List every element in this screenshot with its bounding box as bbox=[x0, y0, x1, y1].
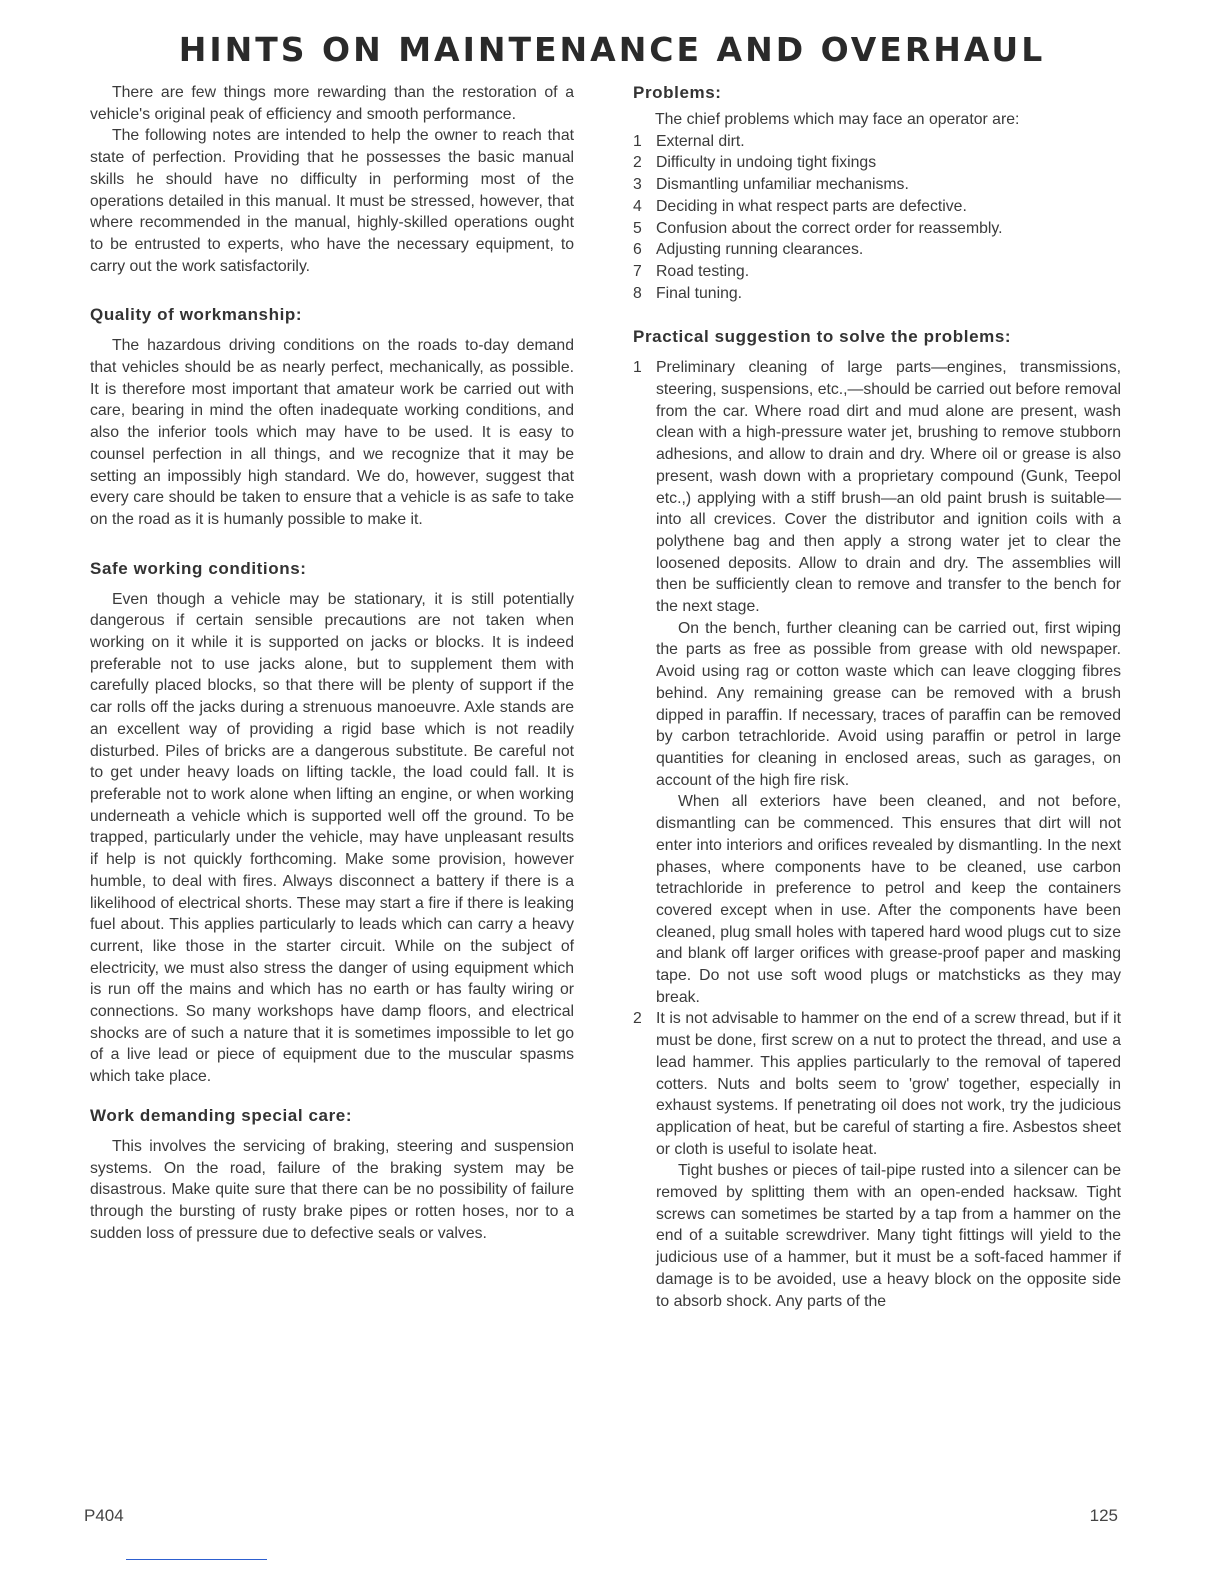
right-column bbox=[633, 82, 1121, 1312]
practical-1-paragraph-3: When all exteriors have been cleaned, and not before, dismantling can be commenced. This ensures that dirt will not enter into interiors and orifices revealed by dismantling. In the next phases, where components have to be cleaned, use carbon tetrachloride in preference to petrol and keep the containers covered except when in use. After the components have been cleaned, plug small holes with tapered hard wood plugs cut to size and blank off larger orifices with grease-proof paper and masking tape. Do not use soft wood plugs or matchsticks as they may break. bbox=[656, 793, 1121, 1006]
section-heading-problems: Problems: bbox=[633, 83, 722, 102]
list-item: 6 Adjusting running clearances. bbox=[633, 241, 864, 259]
list-item: 4 Deciding in what respect parts are defective. bbox=[633, 197, 967, 215]
problems-intro: The chief problems which may face an operator are: bbox=[655, 111, 1020, 128]
list-item: 7 Road testing. bbox=[633, 262, 750, 280]
practical-list bbox=[633, 357, 1121, 1312]
practical-2-paragraph-1: It is not advisable to hammer on the end of a screw thread, but if it must be done, first screw on a nut to protect the thread, and use a lead hammer. This applies particularly to the removal of tapered cotters. Nuts and bolts seem to 'grow' together, especially in exhaust systems. If penetrating oil does not work, try the judicious application of heat, but be careful of starting a fire. Asbestos sheet or cloth is useful to isolate heat. bbox=[656, 1010, 1121, 1158]
intro-paragraph-2: The following notes are intended to help the owner to reach that state of perfection. Providing that he possesses the basic manual skills he should have no difficulty in performing most of the operations detailed in this manual. It must be stressed, however, that where recommended in the manual, highly-skilled operations ought to be entrusted to experts, who have the necessary equipment, to carry out the work satisfactorily. bbox=[90, 127, 574, 275]
list-item: 2 It is not advisable to hammer on the end of a screw thread, but if it must be done, first screw on a nut to protect the thread, and use a lead hammer. This applies particularly to the removal of tapered cotters. Nuts and bolts seem to 'grow' together, especially in exhaust systems. If penetrating oil does not work, try the judicious application of heat, but be careful of starting a fire. Asbestos sheet or cloth is useful to isolate heat. Tight bushes or pieces of tail-pipe rusted into a silencer can be removed by splitting them with an open-ended hacksaw. Tight screws can sometimes be started by a tap from a hammer on the end of a suitable screwdriver. Many tight fittings will yield to the judicious use of a hammer, but it must be a soft-faced hammer if damage is to be avoided, use a heavy block on the opposite side to absorb shock. Any parts of the bbox=[633, 1008, 1121, 1312]
list-item: 8 Final tuning. bbox=[633, 284, 743, 302]
practical-1-paragraph-2: On the bench, further cleaning can be carried out, first wiping the parts as free as possible from grease with old newspaper. Avoid using rag or cotton waste which can leave clogging fibres behind. Any remaining grease can be removed with a brush dipped in paraffin. If necessary, traces of paraffin can be removed by carbon tetrachloride. Avoid using paraffin or petrol in large quantities for cleaning in enclosed areas, such as garages, on account of the high fire risk. bbox=[656, 619, 1121, 789]
list-item: 1 External dirt. bbox=[633, 132, 745, 150]
special-care-paragraph: This involves the servicing of braking, steering and suspension systems. On the road, failure of the braking system may be disastrous. Make quite sure that there can be no possibility of failure through the bursting of rusty brake pipes or rotten hoses, nor to a sudden loss of pressure due to defective seals or valves. bbox=[90, 1137, 574, 1242]
left-column bbox=[90, 82, 574, 1244]
footer-rule bbox=[126, 1559, 267, 1560]
practical-1-paragraph-1: Preliminary cleaning of large parts—engines, transmissions, steering, suspensions, etc.,—should be carried out before removal from the car. Where road dirt and mud alone are present, wash clean with a high-pressure water jet, brushing to remove stubborn adhesions, and allow to drain and dry. Where oil or grease is also present, wash down with a proprietary compound (Gunk, Teepol etc.,) applying with a stiff brush—an old paint brush is suitable—into all crevices. Cover the distributor and ignition coils with a polythene bag and then apply a strong water jet to clear the loosened deposits. Allow to drain and dry. The assemblies will then be sufficiently clean to remove and transfer to the bench for the next stage. bbox=[656, 359, 1121, 616]
intro-paragraph-1: There are few things more rewarding than the restoration of a vehicle's original peak of efficiency and smooth performance. bbox=[90, 84, 574, 123]
practical-2-paragraph-2: Tight bushes or pieces of tail-pipe rusted into a silencer can be removed by splitting them with an open-ended hacksaw. Tight screws can sometimes be started by a tap from a hammer on the end of a suitable screwdriver. Many tight fittings will yield to the judicious use of a hammer, but it must be a soft-faced hammer if damage is to be avoided, use a heavy block on the opposite side to absorb shock. Any parts of the bbox=[656, 1162, 1121, 1310]
list-item: 5 Confusion about the correct order for reassembly. bbox=[633, 219, 1003, 237]
section-heading-safe-working: Safe working conditions: bbox=[90, 558, 307, 578]
safe-working-paragraph: Even though a vehicle may be stationary, it is still potentially dangerous if certain sensible precautions are not taken when working on it while it is supported on jacks or blocks. It is indeed preferable not to use jacks alone, but to supplement them with carefully placed blocks, so that there will be plenty of support if the car rolls off the jacks during a strenuous manoeuvre. Axle stands are an excellent way of providing a rigid base which is not readily disturbed. Piles of bricks are a dangerous substitute. Be careful not to get under heavy loads on lifting tackle, the load could fall. It is preferable not to work alone when lifting an engine, or when working underneath a vehicle which is supported well off the ground. To be trapped, particularly under the vehicle, may have unpleasant results if help is not quickly forthcoming. Make some provision, however humble, to deal with fires. Always disconnect a battery if there is a likelihood of electrical shorts. These may start a fire if there is leaking fuel about. This applies particularly to leads which can carry a heavy current, like those in the starter circuit. While on the subject of electricity, we must also stress the danger of using equipment which is run off the mains and which has no earth or has faulty wiring or connections. So many workshops have damp floors, and electrical shocks are of such a nature that it is sometimes impossible to let go of a live lead or piece of equipment due to the muscular spasms which take place. bbox=[90, 590, 574, 1086]
section-heading-practical: Practical suggestion to solve the problems: bbox=[633, 327, 1012, 347]
problems-list bbox=[633, 131, 1121, 305]
quality-paragraph: The hazardous driving conditions on the roads to-day demand that vehicles should be as nearly perfect, mechanically, as possible. It is therefore most important that amateur work be carried out with care, bearing in mind the often inadequate working conditions, and also the inferior tools which may have to be used. It is easy to counsel perfection in all things, and we recognize that it may be setting an impossibly high standard. We do, however, suggest that every care should be taken to ensure that a vehicle is as safe to take on the road as it is humanly possible to make it. bbox=[90, 337, 574, 528]
section-heading-special-care: Work demanding special care: bbox=[90, 1105, 353, 1125]
page-number: 125 bbox=[1089, 1506, 1118, 1525]
list-item: 3 Dismantling unfamiliar mechanisms. bbox=[633, 176, 909, 194]
page-title: HINTS ON MAINTENANCE AND OVERHAUL bbox=[178, 30, 1046, 69]
list-item: 2 Difficulty in undoing tight fixings bbox=[633, 154, 877, 172]
list-item: 1 Preliminary cleaning of large parts—engines, transmissions, steering, suspensions, etc.,—should be carried out before removal from the car. Where road dirt and mud alone are present, wash clean with a high-pressure water jet, brushing to remove stubborn adhesions, and allow to drain and dry. Where oil or grease is also present, wash down with a proprietary compound (Gunk, Teepol etc.,) applying with a stiff brush—an old paint brush is suitable—into all crevices. Cover the distributor and ignition coils with a polythene bag and then apply a strong water jet to clear the loosened deposits. Allow to drain and dry. The assemblies will then be sufficiently clean to remove and transfer to the bench for the next stage. On the bench, further cleaning can be carried out, first wiping the parts as free as possible from grease with old newspaper. Avoid using rag or cotton waste which can leave clogging fibres behind. Any remaining grease can be removed with a brush dipped in paraffin. If necessary, traces of paraffin can be removed by carbon tetrachloride. Avoid using paraffin or petrol in large quantities for cleaning in enclosed areas, such as garages, on account of the high fire risk. When all exteriors have been cleaned, and not before, dismantling can be commenced. This ensures that dirt will not enter into interiors and orifices revealed by dismantling. In the next phases, where components have to be cleaned, use carbon tetrachloride in preference to petrol and keep the containers covered except when in use. After the components have been cleaned, plug small holes with tapered hard wood plugs cut to size and blank off larger orifices with grease-proof paper and masking tape. Do not use soft wood plugs or matchsticks as they may break. bbox=[633, 357, 1121, 1008]
footer-code: P404 bbox=[84, 1506, 124, 1525]
section-heading-quality: Quality of workmanship: bbox=[90, 305, 303, 325]
